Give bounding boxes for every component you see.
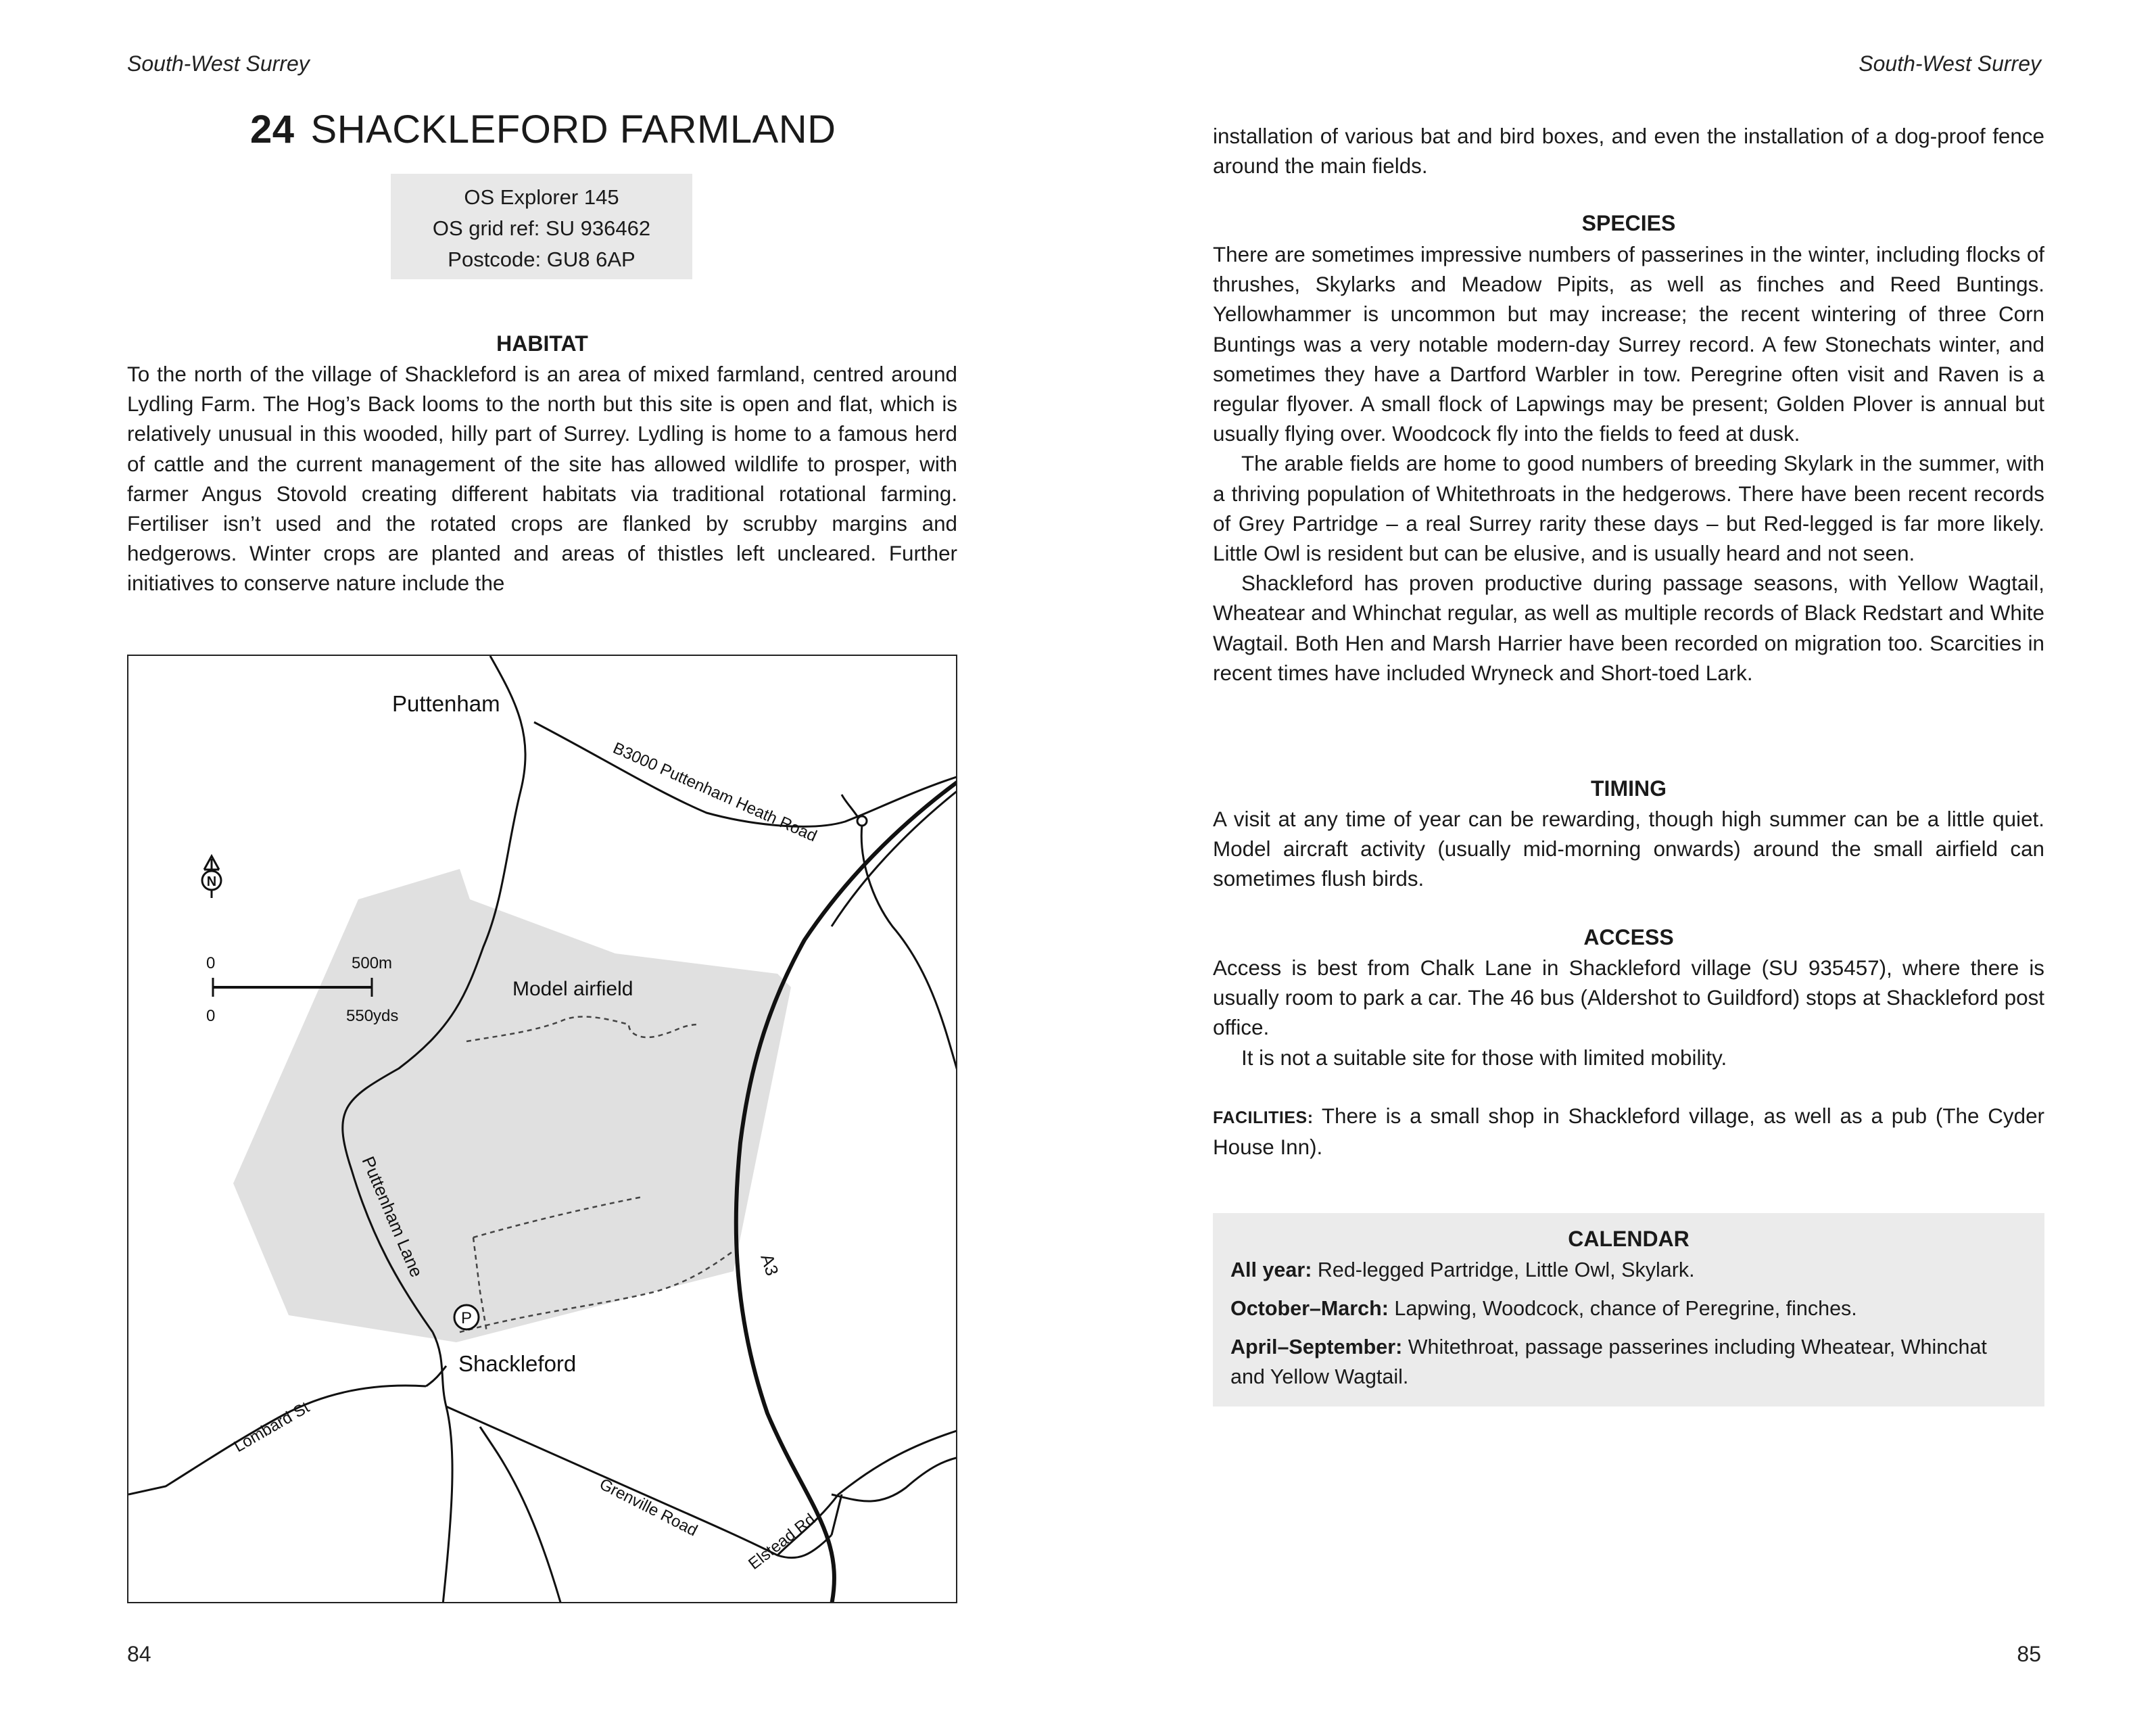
facilities xyxy=(1213,1102,2044,1162)
road-north-spur xyxy=(842,795,859,818)
road-elstead xyxy=(777,1430,957,1555)
label-shackleford: Shackleford xyxy=(458,1351,577,1376)
access-paragraph-1: Access is best from Chalk Lane in Shackleford village (SU 935457), where there is usually room to park a car. The 46 bus (Aldershot to Guildford) stops at Shackleford post office. xyxy=(1213,956,2044,1040)
site-title xyxy=(250,107,836,152)
timing-paragraph: A visit at any time of year can be rewarding, though high summer can be a little quiet. Model aircraft activity (usually mid-morning onwards) around the small airfield can sometimes flush birds. xyxy=(1213,807,2044,891)
os-explorer: OS Explorer 145 xyxy=(464,185,619,209)
site-number: 24 xyxy=(250,108,295,151)
label-b3000: B3000 Puttenham Heath Road xyxy=(610,738,820,846)
postcode: Postcode: GU8 6AP xyxy=(448,247,636,271)
calendar-row-apr-sep xyxy=(1230,1332,2027,1392)
running-head-left: South-West Surrey xyxy=(127,51,310,76)
habitat-text xyxy=(127,360,957,599)
road-east-loop xyxy=(832,1457,957,1501)
species-text xyxy=(1213,240,2044,688)
parking-icon xyxy=(454,1305,479,1329)
running-head-right: South-West Surrey xyxy=(1859,51,2041,76)
road-minor-2 xyxy=(480,1427,494,1447)
calendar-text: Red-legged Partridge, Little Owl, Skylark. xyxy=(1317,1258,1695,1281)
north-label: N xyxy=(206,874,217,889)
access-heading: ACCESS xyxy=(1583,925,1674,949)
label-a3: A3 xyxy=(757,1251,783,1279)
access-text xyxy=(1213,953,2044,1073)
label-grenville-road: Grenville Road xyxy=(596,1475,700,1540)
calendar-text: Whitethroat, passage passerines including Wheatear, Whinchat and Yellow Wagtail. xyxy=(1230,1336,1987,1388)
scale-zero-top: 0 xyxy=(206,954,216,972)
species-paragraph-2: The arable fields are home to good numbers of breeding Skylark in the summer, with a thriving population of Whitethroats in the hedgerows. There have been recent records of Grey Partridge – a real Surrey rarity these days – but Red-legged is far more likely. Little Owl is resident but can be elusive, and is usually heard and not seen. xyxy=(1213,452,2044,566)
facilities-text: There is a small shop in Shackleford village, as well as a pub (The Cyder House Inn). xyxy=(1213,1104,2045,1160)
timing-heading: TIMING xyxy=(1591,776,1667,801)
calendar-heading: CALENDAR xyxy=(1568,1227,1690,1251)
habitat-continued-paragraph: installation of various bat and bird boxes, and even the installation of a dog-proof fence around the main fields. xyxy=(1213,124,2044,179)
os-grid-ref: OS grid ref: SU 936462 xyxy=(432,216,651,240)
road-east-branch xyxy=(861,825,957,1075)
page-number-left: 84 xyxy=(127,1642,151,1666)
species-paragraph-3: Shackleford has proven productive during passage seasons, with Yellow Wagtail, Wheatear and Whinchat regular, as well as multiple records of Black Redstart and White Wagtail. Both Hen and Marsh Harrier have been recorded on migration too. Scarcities in recent times have included Wryneck and Short-toed Lark. xyxy=(1213,571,2044,685)
scale-zero-bottom: 0 xyxy=(206,1007,216,1025)
road-shackleford-main xyxy=(433,1332,452,1603)
map-svg xyxy=(128,656,957,1603)
page-number-right: 85 xyxy=(2017,1642,2041,1666)
site-area xyxy=(233,869,791,1342)
access-paragraph-2: It is not a suitable site for those with limited mobility. xyxy=(1241,1045,1727,1070)
scale-metric: 500m xyxy=(352,954,393,972)
calendar-period: October–March: xyxy=(1230,1297,1389,1320)
calendar-period: April–September: xyxy=(1230,1336,1403,1358)
habitat-continued xyxy=(1213,122,2044,181)
calendar-row-all-year xyxy=(1230,1255,2027,1285)
label-model-airfield: Model airfield xyxy=(512,978,633,1000)
parking-label: P xyxy=(460,1309,473,1327)
label-puttenham-lane: Puttenham Lane xyxy=(358,1153,427,1280)
label-puttenham: Puttenham xyxy=(392,691,500,716)
site-map xyxy=(127,655,957,1603)
species-heading: SPECIES xyxy=(1581,211,1676,235)
road-a3-slip xyxy=(832,790,957,926)
label-elstead-rd: Elstead Rd xyxy=(745,1510,819,1574)
road-minor-1 xyxy=(494,1447,561,1603)
road-lombard-st xyxy=(128,1386,426,1494)
timing-text xyxy=(1213,805,2044,895)
habitat-paragraph: To the north of the village of Shackleford is an area of mixed farmland, centred around Lydling Farm. The Hog’s Back looms to the north but this site is open and flat, which is relatively unusual in this wooded, hilly part of Surrey. Lydling is home to a famous herd of cattle and the current management of the site has allowed wildlife to prosper, with farmer Angus Stovold creating different habitats via traditional rotational farming. Fertiliser isn’t used and the rotated crops are flanked by scrubby margins and hedgerows. Winter crops are planted and areas of thistles left uncleared. Further initiatives to conserve nature include the xyxy=(127,362,957,596)
calendar-period: All year: xyxy=(1230,1258,1312,1281)
facilities-label: FACILITIES: xyxy=(1213,1108,1314,1127)
site-name: SHACKLEFORD FARMLAND xyxy=(310,108,836,151)
calendar-row-oct-mar xyxy=(1230,1294,2027,1323)
site-info-box xyxy=(391,174,692,279)
north-arrow-icon xyxy=(202,856,221,898)
species-paragraph-1: There are sometimes impressive numbers of passerines in the winter, including flocks of thrushes, Skylarks and Meadow Pipits, as well as finches and Reed Buntings. Yellowhammer is uncommon but may increase; the recent wintering of three Corn Buntings was a very notable modern-day Surrey record. A few Stonechats winter, and sometimes they have a Dartford Warbler in tow. Peregrine often visit and Raven is a regular flyover. A small flock of Lapwings may be present; Golden Plover is annual but usually flying over. Woodcock fly into the fields to feed at dusk. xyxy=(1213,243,2044,446)
habitat-heading: HABITAT xyxy=(496,331,588,356)
scale-imperial: 550yds xyxy=(346,1007,399,1025)
calendar-box xyxy=(1213,1213,2044,1407)
right-page xyxy=(1078,0,2156,1725)
label-lombard-st: Lombard St xyxy=(231,1398,313,1457)
calendar-text: Lapwing, Woodcock, chance of Peregrine, finches. xyxy=(1394,1297,1857,1320)
